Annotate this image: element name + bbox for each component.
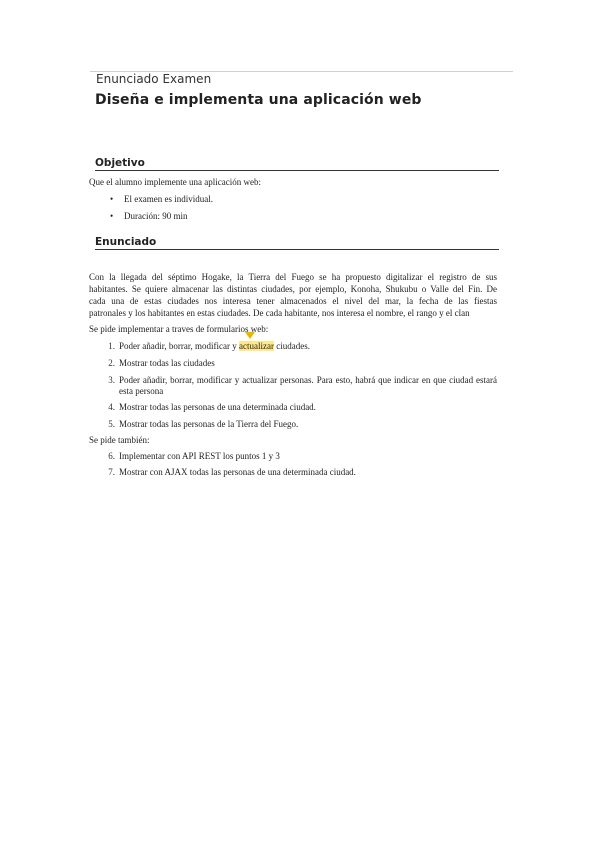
requirements-intro: Se pide implementar a traves de formularios web: <box>89 324 269 334</box>
item-number: 7. <box>108 467 115 477</box>
document-title: Diseña e implementa una aplicación web <box>95 92 422 108</box>
item-number: 4. <box>108 402 115 412</box>
item-number: 3. <box>108 375 115 385</box>
bullet-marker: • <box>110 194 114 204</box>
paragraph-line-1: Con la llegada del séptimo Hogake, la Tierra del Fuego se ha propuesto digitalizar el registro de sus <box>89 272 497 282</box>
item-text-pre: Poder añadir, borrar, modificar y <box>119 341 239 351</box>
requirement-item-1 <box>119 341 310 352</box>
paragraph-line-4: patronales y los habitantes en estas ciudades. De cada habitante, nos interesa el nombre, el rango y el clan <box>89 308 470 318</box>
item-number: 5. <box>108 419 115 429</box>
bullet-marker: • <box>110 211 114 221</box>
requirement-item-4: Mostrar todas las personas de una determinada ciudad. <box>119 402 316 412</box>
requirement-item-2: Mostrar todas las ciudades <box>119 358 215 368</box>
item-number: 1. <box>108 341 115 351</box>
also-intro: Se pide también: <box>89 435 150 445</box>
item-number: 6. <box>108 451 115 461</box>
item-text-post: ciudades. <box>273 341 310 351</box>
document-label: Enunciado Examen <box>96 72 212 86</box>
requirement-item-5: Mostrar todas las personas de la Tierra del Fuego. <box>119 419 299 429</box>
paragraph-line-2: habitantes. Se quiere almacenar las distintas ciudades, por ejemplo, Konoha, Shukubu o Valle del Fin. De <box>89 284 497 294</box>
requirement-item-7: Mostrar con AJAX todas las personas de una determinada ciudad. <box>119 467 356 477</box>
requirement-item-3: Poder añadir, borrar, modificar y actualizar personas. Para esto, habrá que indicar en que ciudad estará esta persona <box>119 375 497 396</box>
paragraph-line-3: cada una de estas ciudades nos interesa tener almacenados el nivel del mar, la fecha de las fiestas <box>89 296 497 306</box>
objetivo-bullet-1: El examen es individual. <box>124 194 213 204</box>
objetivo-heading: Objetivo <box>95 157 499 171</box>
pointer-cursor-icon <box>245 332 255 339</box>
objetivo-bullet-2: Duración: 90 min <box>124 211 188 221</box>
highlighted-word: actualizar <box>238 341 274 351</box>
objetivo-intro: Que el alumno implemente una aplicación web: <box>89 177 261 187</box>
enunciado-heading: Enunciado <box>95 236 499 250</box>
item-number: 2. <box>108 358 115 368</box>
requirement-item-6: Implementar con API REST los puntos 1 y 3 <box>119 451 280 461</box>
